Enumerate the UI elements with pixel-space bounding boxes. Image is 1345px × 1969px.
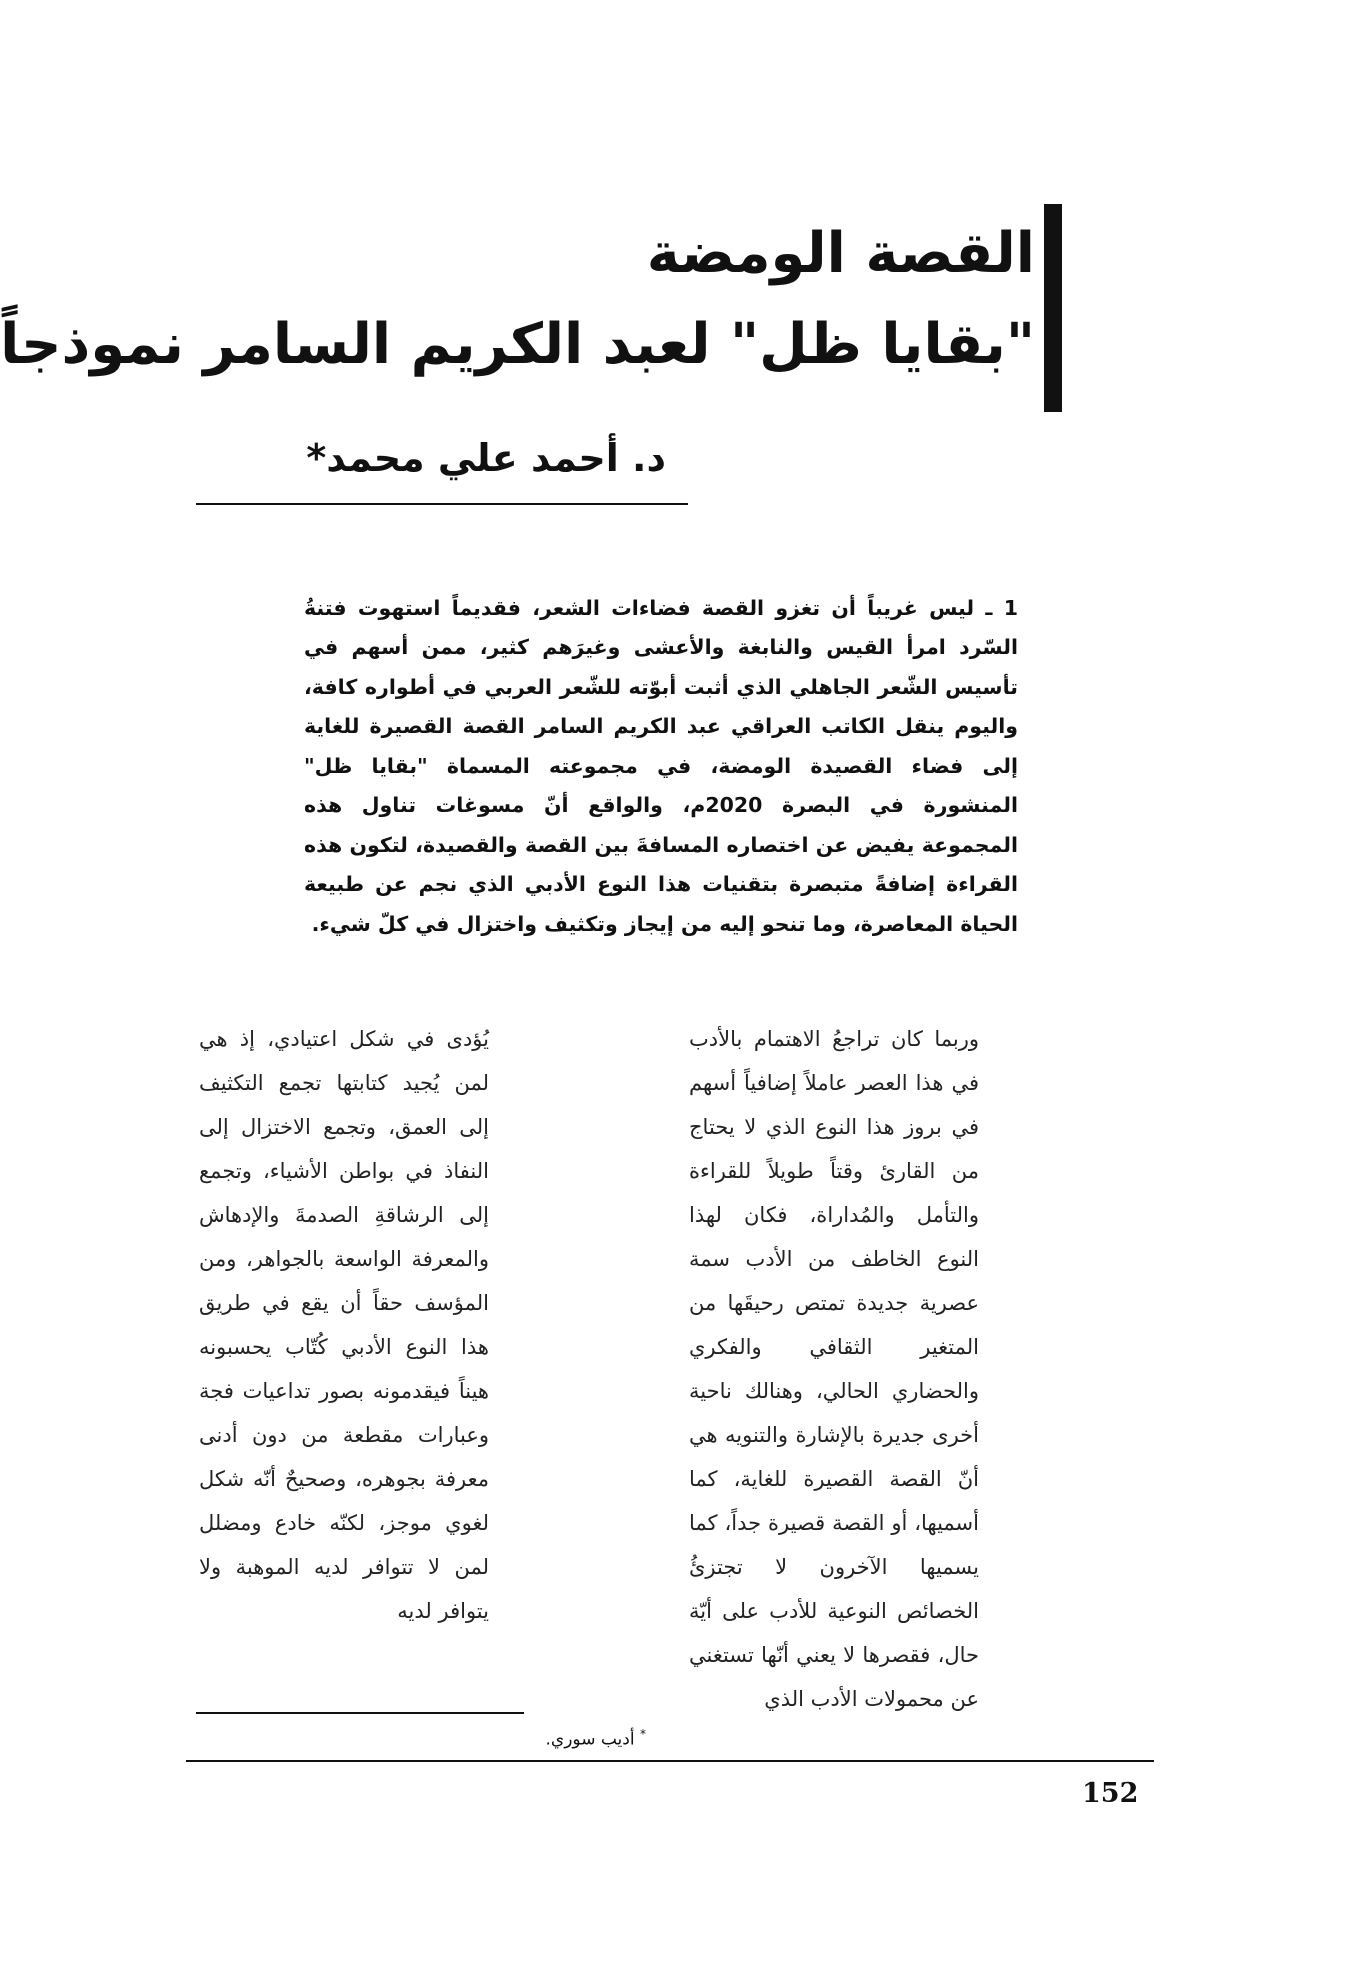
footnote: [406, 1727, 646, 1750]
footnote-divider: [196, 1712, 524, 1714]
footer-divider: [186, 1760, 1154, 1762]
page-number: 152: [1082, 1778, 1139, 1809]
author-divider: [196, 503, 688, 505]
body-column-left: يُؤدى في شكل اعتيادي، إذ هي لمن يُجيد كتابتها تجمع التكثيف إلى العمق، وتجمع الاختزال إلى النفاذ في بواطن الأشياء، وتجمع إلى الرشاقةِ الصدمةَ والإدهاش والمعرفة الواسعة بالجواهر، ومن المؤسف حقاً أن يقع في طريق هذا النوع الأدبي كُتّاب يحسبونه هيناً فيقدمونه بصور تداعيات فجة وعبارات مقطعة من دون أدنى معرفة بجوهره، وصحيحٌ أنّه شكل لغوي موجز، لكنّه خادع ومضلل لمن لا تتوافر لديه الموهبة ولا يتوافر لديه: [199, 1027, 489, 1623]
footnote-text: أديب سوري.: [545, 1729, 635, 1750]
title-accent-bar: [1044, 204, 1062, 412]
body-column-right: وربما كان تراجعُ الاهتمام بالأدب في هذا العصر عاملاً إضافياً أسهم في بروز هذا النوع الذي لا يحتاج من القارئ وقتاً طويلاً للقراءة والتأمل والمُداراة، فكان لهذا النوع الخاطف من الأدب سمة عصرية جديدة تمتص رحيقَها من المتغير الثقافي والفكري والحضاري الحالي، وهنالك ناحية أخرى جديرة بالإشارة والتنويه هي أنّ القصة القصيرة للغاية، كما أسميها، أو القصة قصيرة جداً، كما يسميها الآخرون لا تجتزئُ الخصائص النوعية للأدب على أيّة حال، فقصرها لا يعني أنّها تستغني عن محمولات الأدب الذي: [689, 1027, 979, 1711]
author-name: د. أحمد علي محمد*: [306, 436, 666, 480]
article-title: القصة الومضة: [646, 221, 1035, 286]
footnote-marker: *: [640, 1727, 646, 1741]
article-subtitle: "بقايا ظل" لعبد الكريم السامر نموذجاً: [0, 312, 1035, 377]
abstract-paragraph: 1 ـ ليس غريباً أن تغزو القصة فضاءات الشعر، فقديماً استهوت فتنةُ السّرد امرأ القيس والنابغة والأعشى وغيرَهم كثير، ممن أسهم في تأسيس الشّعر الجاهلي الذي أثبت أبوّته للشّعر العربي في أطواره كافة، واليوم ينقل الكاتب العراقي عبد الكريم السامر القصة القصيرة للغاية إلى فضاء القصيدة الومضة، في مجموعته المسماة "بقايا ظل" المنشورة في البصرة 2020م، والواقع أنّ مسوغات تناول هذه المجموعة يفيض عن اختصاره المسافةَ بين القصة والقصيدة، لتكون هذه القراءة إضافةً متبصرة بتقنيات هذا النوع الأدبي الذي نجم عن طبيعة الحياة المعاصرة، وما تنحو إليه من إيجاز وتكثيف واختزال في كلّ شيء.: [304, 595, 1018, 936]
